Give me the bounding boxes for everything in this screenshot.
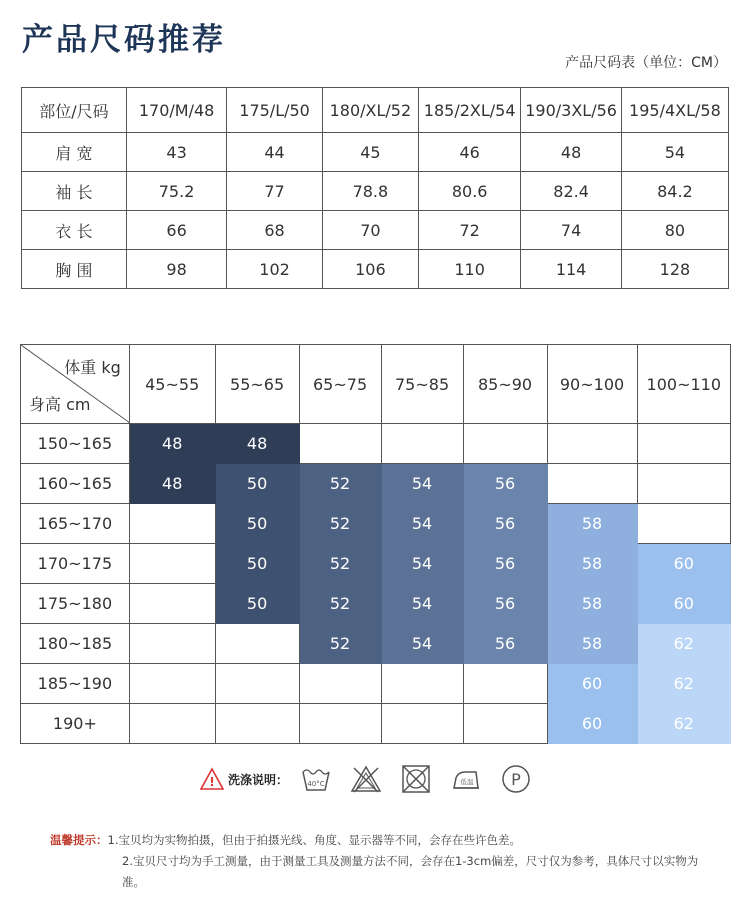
size-recommend-cell: 50: [215, 464, 299, 504]
size-recommend-cell: [129, 624, 215, 664]
size-recommend-cell: [463, 704, 547, 744]
recommend-corner: [21, 345, 130, 424]
size-recommend-cell: 52: [299, 544, 381, 584]
size-row-label: 袖 长: [22, 172, 127, 211]
size-cell: 68: [227, 211, 323, 250]
size-recommend-cell: 50: [215, 584, 299, 624]
size-recommend-cell: 62: [637, 664, 730, 704]
size-recommend-cell: [299, 704, 381, 744]
recommend-table: [20, 344, 731, 744]
tip-label: 温馨提示：: [50, 833, 108, 847]
dry-clean-letter: P: [511, 770, 521, 789]
size-table-row: [22, 172, 729, 211]
size-cell: 72: [418, 211, 520, 250]
height-row-label: 165~170: [21, 504, 130, 544]
height-row-label: 150~165: [21, 424, 130, 464]
size-recommend-cell: 62: [637, 624, 730, 664]
no-tumble-dry-icon: [400, 764, 432, 794]
size-recommend-cell: [129, 704, 215, 744]
size-recommend-cell: [299, 664, 381, 704]
size-recommend-cell: [381, 664, 463, 704]
size-recommend-cell: [129, 504, 215, 544]
size-recommend-cell: 58: [547, 624, 637, 664]
size-recommend-cell: 50: [215, 544, 299, 584]
size-recommend-cell: [381, 704, 463, 744]
size-col-header: 175/L/50: [227, 88, 323, 133]
weight-col-header: 55~65: [215, 345, 299, 424]
weight-col-header: 100~110: [637, 345, 730, 424]
wash-label: 洗涤说明：: [228, 772, 289, 787]
size-table-row: [22, 211, 729, 250]
size-row-label: 肩 宽: [22, 133, 127, 172]
size-cell: 110: [418, 250, 520, 289]
weight-col-header: 85~90: [463, 345, 547, 424]
no-bleach-icon: [350, 764, 382, 794]
height-axis-label: 身高 cm: [29, 395, 91, 414]
size-recommend-cell: [215, 704, 299, 744]
iron-low-text: 低温: [460, 778, 474, 786]
size-cell: 82.4: [521, 172, 622, 211]
size-table-row: [22, 133, 729, 172]
recommend-row: [21, 504, 731, 544]
size-recommend-cell: [637, 464, 730, 504]
size-recommend-cell: [637, 424, 730, 464]
size-cell: 48: [521, 133, 622, 172]
size-row-label: 胸 围: [22, 250, 127, 289]
size-recommend-cell: 54: [381, 584, 463, 624]
size-cell: 114: [521, 250, 622, 289]
size-cell: 45: [322, 133, 418, 172]
size-recommend-cell: 56: [463, 504, 547, 544]
size-col-header: 195/4XL/58: [621, 88, 728, 133]
size-recommend-cell: 54: [381, 504, 463, 544]
weight-col-header: 90~100: [547, 345, 637, 424]
weight-col-header: 75~85: [381, 345, 463, 424]
iron-low-icon: [450, 764, 482, 794]
size-cell: 98: [126, 250, 226, 289]
size-cell: 106: [322, 250, 418, 289]
height-row-label: 175~180: [21, 584, 130, 624]
size-recommend-cell: 58: [547, 544, 637, 584]
size-recommend-cell: 48: [129, 424, 215, 464]
size-cell: 44: [227, 133, 323, 172]
height-row-label: 170~175: [21, 544, 130, 584]
size-col-header: 190/3XL/56: [521, 88, 622, 133]
size-recommend-cell: 54: [381, 464, 463, 504]
size-recommend-cell: 60: [547, 664, 637, 704]
size-cell: 84.2: [621, 172, 728, 211]
size-recommend-cell: [129, 544, 215, 584]
size-recommend-cell: 58: [547, 584, 637, 624]
size-recommend-cell: 54: [381, 624, 463, 664]
unit-label: 产品尺码表（单位：CM）: [565, 55, 727, 71]
size-recommend-cell: 56: [463, 544, 547, 584]
size-recommend-cell: [637, 504, 730, 544]
wash-temp-text: 40°C: [307, 780, 325, 788]
weight-col-header: 65~75: [299, 345, 381, 424]
height-row-label: 190+: [21, 704, 130, 744]
size-cell: 54: [621, 133, 728, 172]
size-recommend-cell: 60: [547, 704, 637, 744]
warning-icon: [200, 767, 224, 791]
size-table-row: [22, 250, 729, 289]
recommend-header: [21, 345, 731, 424]
recommend-row: [21, 464, 731, 504]
size-recommend-cell: 52: [299, 464, 381, 504]
size-col-header: 180/XL/52: [322, 88, 418, 133]
height-row-label: 180~185: [21, 624, 130, 664]
size-recommend-cell: 48: [215, 424, 299, 464]
size-recommend-cell: 56: [463, 464, 547, 504]
recommend-row: [21, 584, 731, 624]
dry-clean-p-icon: [500, 764, 532, 794]
size-cell: 43: [126, 133, 226, 172]
size-row-label: 衣 长: [22, 211, 127, 250]
size-recommend-cell: 52: [299, 584, 381, 624]
size-recommend-cell: 50: [215, 504, 299, 544]
size-recommend-cell: [215, 624, 299, 664]
size-recommend-cell: [547, 464, 637, 504]
recommend-row: [21, 704, 731, 744]
size-table-corner: 部位/尺码: [22, 88, 127, 133]
note-line-1: 1.宝贝均为实物拍摄，但由于拍摄光线、角度、显示器等不同，会存在些许色差。: [107, 833, 521, 847]
recommend-row: [21, 624, 731, 664]
size-recommend-cell: [129, 664, 215, 704]
size-col-header: 185/2XL/54: [418, 88, 520, 133]
size-recommend-cell: 56: [463, 624, 547, 664]
recommend-row: [21, 664, 731, 704]
size-cell: 80.6: [418, 172, 520, 211]
size-cell: 46: [418, 133, 520, 172]
height-row-label: 160~165: [21, 464, 130, 504]
size-recommend-cell: 56: [463, 584, 547, 624]
size-recommend-cell: [129, 584, 215, 624]
size-recommend-cell: 62: [637, 704, 730, 744]
size-table-header: [22, 88, 729, 133]
size-cell: 75.2: [126, 172, 226, 211]
size-recommend-cell: 58: [547, 504, 637, 544]
wash-instructions: [200, 762, 550, 796]
note-line-3: 准。: [122, 875, 145, 889]
svg-text:!: !: [209, 775, 215, 789]
size-recommend-cell: [215, 664, 299, 704]
size-recommend-cell: [381, 424, 463, 464]
size-cell: 74: [521, 211, 622, 250]
recommend-row: [21, 424, 731, 464]
size-cell: 102: [227, 250, 323, 289]
size-recommend-cell: 52: [299, 504, 381, 544]
size-recommend-cell: 60: [637, 544, 730, 584]
size-cell: 78.8: [322, 172, 418, 211]
height-row-label: 185~190: [21, 664, 130, 704]
size-table: [21, 87, 729, 289]
size-cell: 77: [227, 172, 323, 211]
size-recommend-cell: 52: [299, 624, 381, 664]
size-recommend-cell: 54: [381, 544, 463, 584]
recommend-row: [21, 544, 731, 584]
size-recommend-cell: [547, 424, 637, 464]
size-recommend-cell: 60: [637, 584, 730, 624]
notes: [50, 830, 698, 893]
wash-40c-icon: [300, 764, 332, 794]
size-recommend-cell: [463, 424, 547, 464]
weight-col-header: 45~55: [129, 345, 215, 424]
size-cell: 66: [126, 211, 226, 250]
size-cell: 128: [621, 250, 728, 289]
weight-axis-label: 体重 kg: [64, 358, 121, 377]
size-recommend-cell: [463, 664, 547, 704]
size-cell: 80: [621, 211, 728, 250]
size-col-header: 170/M/48: [126, 88, 226, 133]
size-cell: 70: [322, 211, 418, 250]
size-recommend-cell: 48: [129, 464, 215, 504]
size-recommend-cell: [299, 424, 381, 464]
page-title: 产品尺码推荐: [22, 22, 226, 58]
note-line-2: 2.宝贝尺寸均为手工测量，由于测量工具及测量方法不同，会存在1-3cm偏差，尺寸仅为参考，具体尺寸以实物为: [122, 854, 699, 868]
